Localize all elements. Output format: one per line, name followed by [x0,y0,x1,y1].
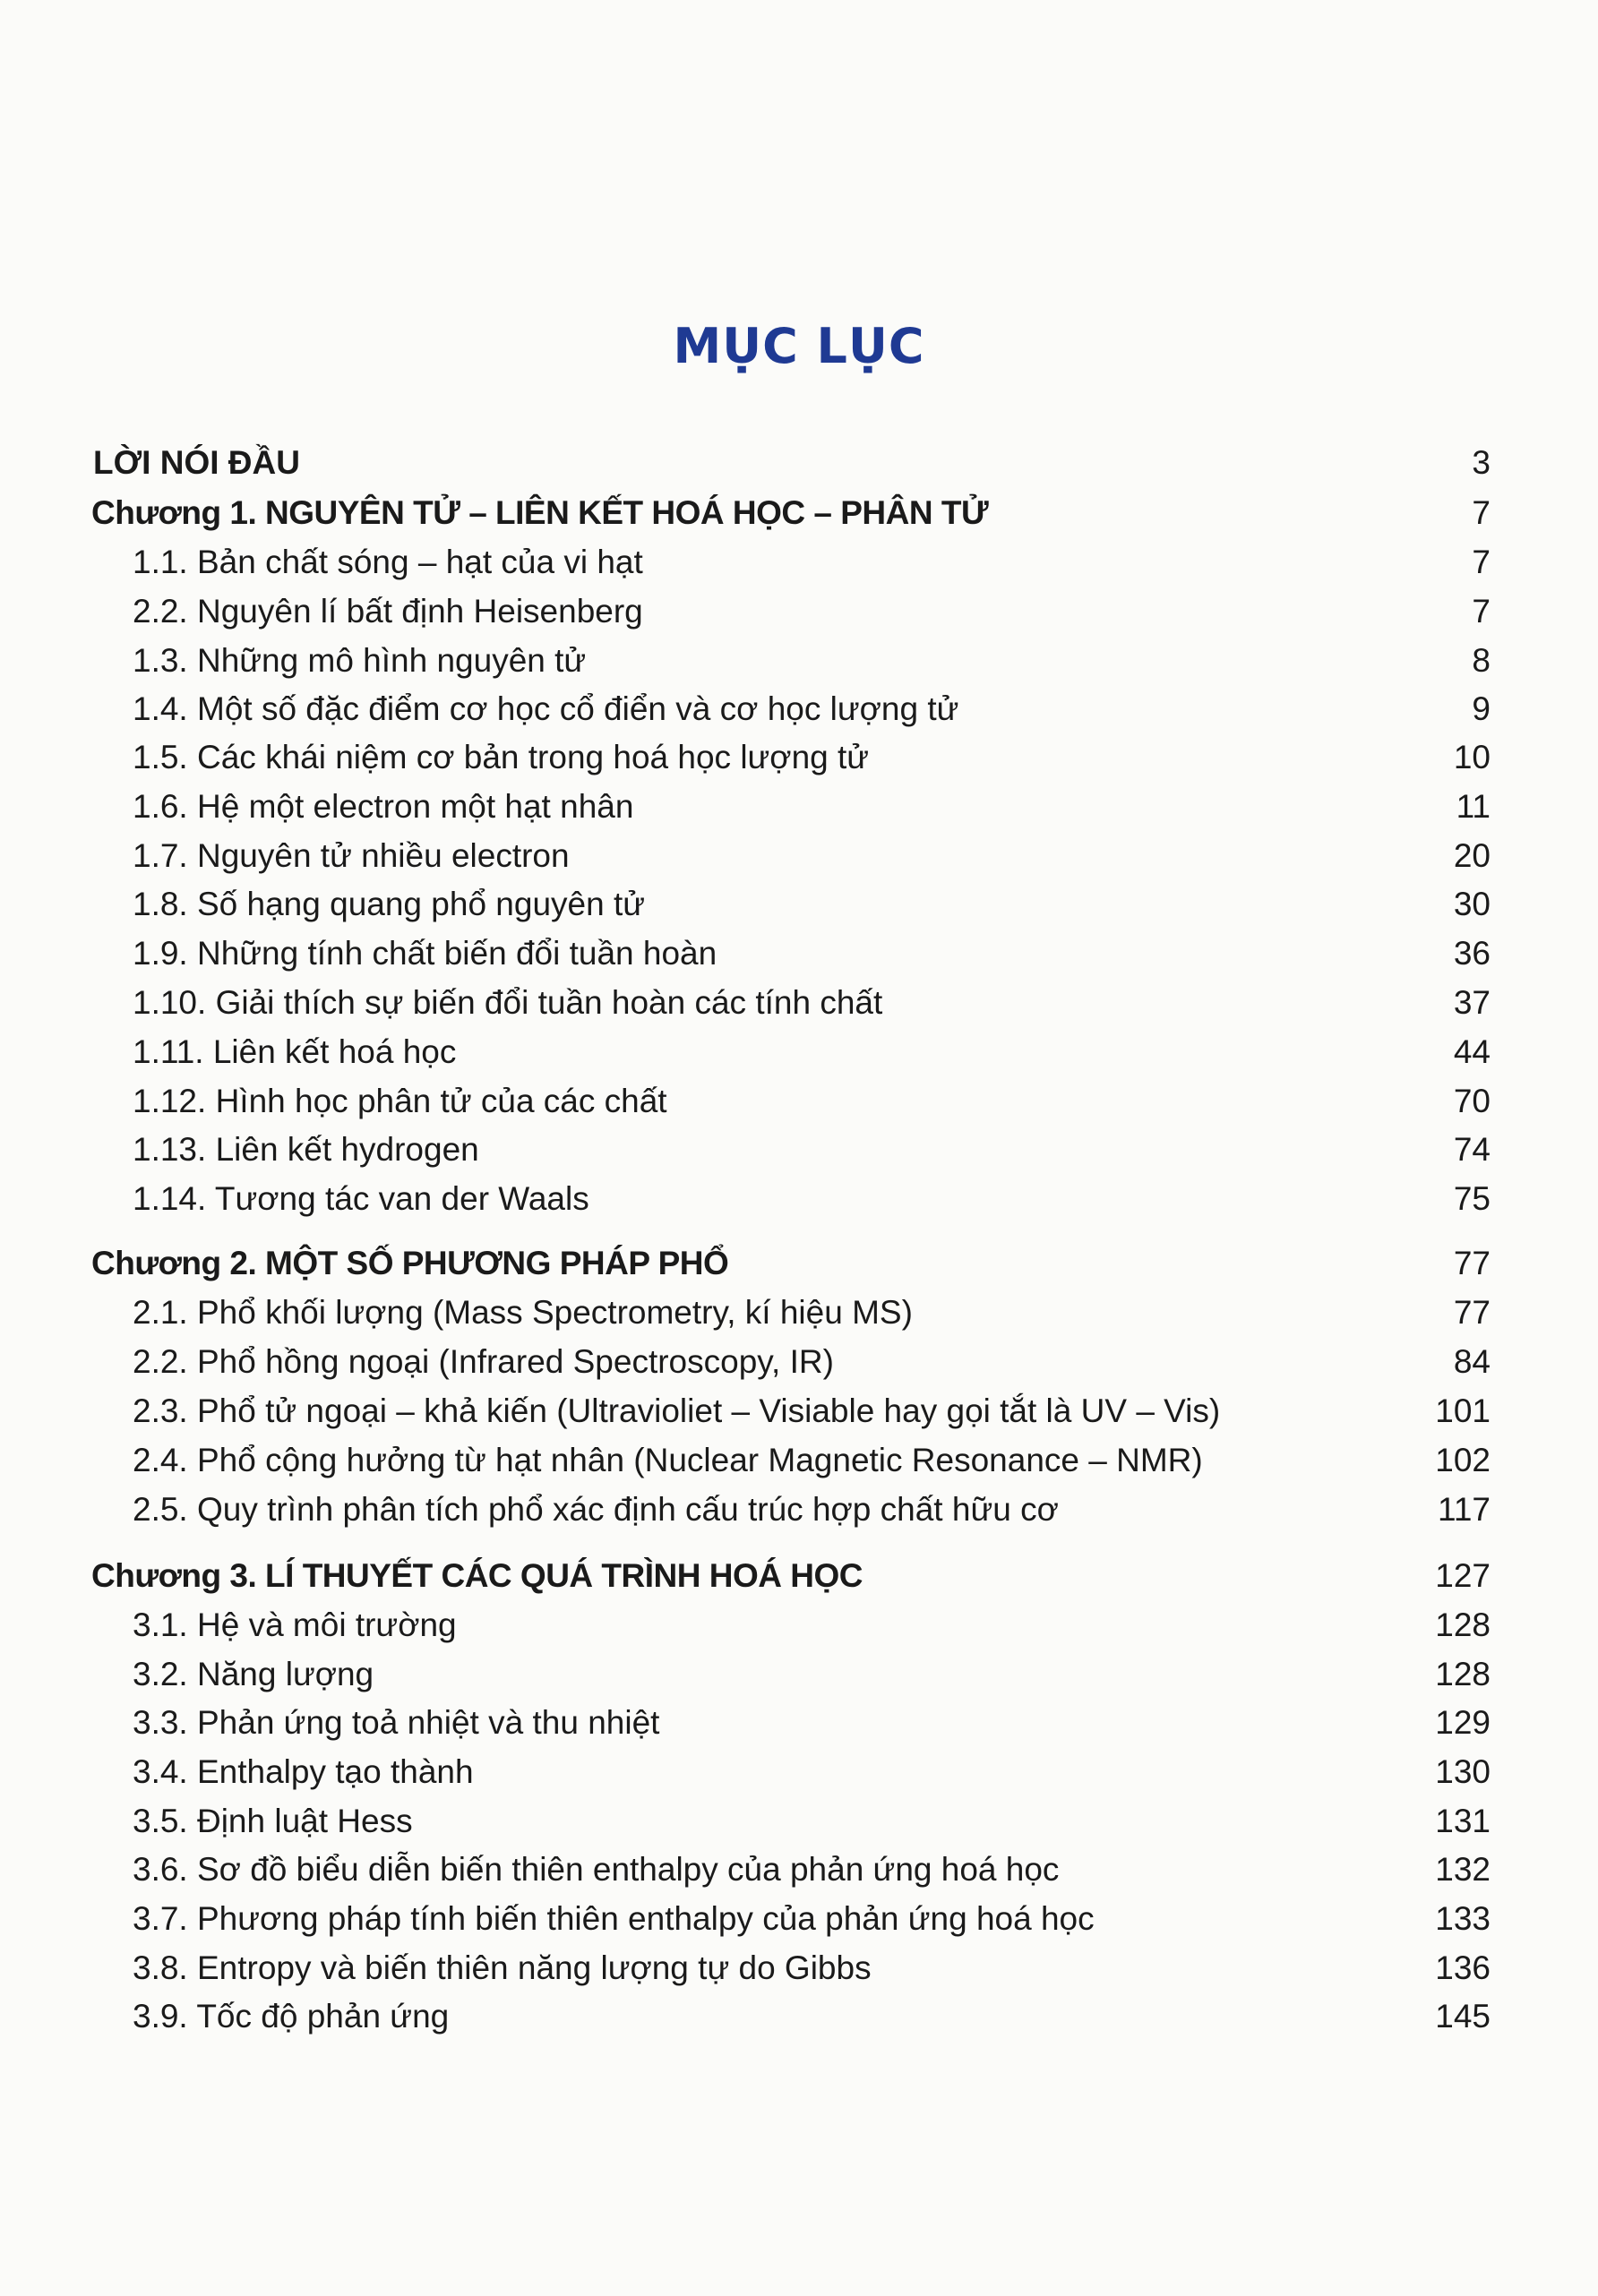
toc-entry-label: 3.9. Tốc độ phản ứng [133,1998,450,2035]
toc-section-row [0,1079,1598,1124]
toc-entry-label: LỜI NÓI ĐẦU [93,444,300,481]
toc-page-number: 129 [1435,1704,1491,1741]
toc-page-number: 77 [1453,1294,1491,1331]
toc-section-row [0,589,1598,634]
toc-section-row [0,834,1598,878]
toc-section-row [0,1701,1598,1745]
toc-page-number: 130 [1435,1753,1491,1790]
toc-entry-label: 2.4. Phổ cộng hưởng từ hạt nhân (Nuclear Magnetic Resonance – NMR) [133,1442,1203,1478]
toc-entry-label: 1.13. Liên kết hydrogen [133,1131,479,1168]
toc-page-number: 101 [1435,1392,1491,1429]
toc-page-number: 131 [1435,1803,1491,1839]
toc-section-row [0,1799,1598,1844]
toc-page-number: 7 [1472,494,1491,531]
toc-entry-label: 1.8. Số hạng quang phổ nguyên tử [133,886,646,922]
toc-section-row [0,638,1598,683]
toc-page-number: 84 [1453,1343,1491,1380]
page-title: MỤC LỤC [673,318,925,374]
toc-chapter-row [0,1241,1598,1286]
toc-entry-label: 1.5. Các khái niệm cơ bản trong hoá học lượng tử [133,739,870,775]
toc-page-number: 75 [1453,1180,1491,1217]
toc-entry-label: 3.8. Entropy và biến thiên năng lượng tự do Gibbs [133,1949,872,1986]
toc-page-number: 7 [1472,544,1491,580]
toc-entry-label: Chương 1. NGUYÊN TỬ – LIÊN KẾT HOÁ HỌC – PHÂN TỬ [91,494,989,531]
toc-section-row [0,1750,1598,1795]
toc-entry-label: 1.9. Những tính chất biến đổi tuần hoàn [133,935,717,972]
toc-entry-label: Chương 3. LÍ THUYẾT CÁC QUÁ TRÌNH HOÁ HỌC [91,1557,863,1594]
toc-entry-label: 1.11. Liên kết hoá học [133,1033,457,1070]
toc-section-row [0,1847,1598,1892]
toc-section-row [0,1438,1598,1483]
toc-page-number: 117 [1438,1491,1491,1528]
toc-section-row [0,981,1598,1025]
toc-entry-label: 3.6. Sơ đồ biểu diễn biến thiên enthalpy của phản ứng hoá học [133,1851,1060,1888]
toc-entry-label: 1.3. Những mô hình nguyên tử [133,642,587,679]
toc-section-row [0,1127,1598,1172]
toc-entry-label: 2.2. Phổ hồng ngoại (Infrared Spectroscopy, IR) [133,1343,834,1380]
toc-page-number: 133 [1435,1900,1491,1937]
toc-page-number: 127 [1435,1557,1491,1594]
toc-section-row [0,1030,1598,1075]
toc-entry-label: 3.1. Hệ và môi trường [133,1606,457,1643]
toc-section-row [0,1290,1598,1335]
toc-page-number: 37 [1453,984,1491,1021]
toc-section-row [0,1177,1598,1221]
toc-page-number: 128 [1435,1606,1491,1643]
toc-chapter-row [0,1554,1598,1598]
toc-entry-label: 3.2. Năng lượng [133,1656,374,1692]
toc-preface-row [0,441,1598,485]
toc-page-number: 77 [1453,1245,1491,1281]
toc-section-row [0,1487,1598,1532]
toc-page-number: 74 [1453,1131,1491,1168]
toc-entry-label: 3.7. Phương pháp tính biến thiên enthalpy của phản ứng hoá học [133,1900,1095,1937]
toc-page-number: 20 [1453,837,1491,874]
toc-page-number: 44 [1453,1033,1491,1070]
toc-section-row [0,540,1598,585]
toc-section-row [0,1652,1598,1697]
toc-chapter-row [0,491,1598,535]
toc-entry-label: 2.1. Phổ khối lượng (Mass Spectrometry, kí hiệu MS) [133,1294,913,1331]
toc-page-number: 70 [1453,1083,1491,1119]
toc-page-number: 145 [1435,1998,1491,2035]
toc-page-number: 3 [1472,444,1491,481]
toc-page-number: 30 [1453,886,1491,922]
toc-section-row [0,687,1598,732]
toc-section-row [0,735,1598,780]
toc-entry-label: 3.4. Enthalpy tạo thành [133,1753,474,1790]
toc-page-number: 8 [1472,642,1491,679]
toc-entry-label: 3.3. Phản ứng toả nhiệt và thu nhiệt [133,1704,660,1741]
toc-page-number: 128 [1435,1656,1491,1692]
toc-page-number: 102 [1435,1442,1491,1478]
toc-section-row [0,1389,1598,1434]
toc-entry-label: 1.12. Hình học phân tử của các chất [133,1083,667,1119]
toc-page-number: 11 [1456,788,1491,825]
toc-section-row [0,1994,1598,2039]
toc-entry-label: 1.7. Nguyên tử nhiều electron [133,837,570,874]
toc-entry-label: 1.14. Tương tác van der Waals [133,1180,589,1217]
toc-page-number: 36 [1453,935,1491,972]
toc-section-row [0,1946,1598,1991]
toc-page-number: 7 [1472,593,1491,630]
toc-entry-label: 1.10. Giải thích sự biến đổi tuần hoàn các tính chất [133,984,883,1021]
toc-page-number: 10 [1453,739,1491,775]
toc-entry-label: 2.2. Nguyên lí bất định Heisenberg [133,593,643,630]
toc-section-row [0,931,1598,976]
toc-page-number: 136 [1435,1949,1491,1986]
toc-entry-label: 1.1. Bản chất sóng – hạt của vi hạt [133,544,643,580]
toc-page-number: 132 [1435,1851,1491,1888]
toc-section-row [0,1603,1598,1648]
toc-section-row [0,784,1598,829]
toc-section-row [0,1340,1598,1384]
toc-entry-label: 1.4. Một số đặc điểm cơ học cổ điển và cơ học lượng tử [133,690,959,727]
toc-section-row [0,882,1598,927]
toc-entry-label: 2.3. Phổ tử ngoại – khả kiến (Ultravioliet – Visiable hay gọi tắt là UV – Vis) [133,1392,1221,1429]
toc-entry-label: Chương 2. MỘT SỐ PHƯƠNG PHÁP PHỔ [91,1245,729,1281]
toc-section-row [0,1897,1598,1941]
toc-page-number: 9 [1472,690,1491,727]
toc-entry-label: 3.5. Định luật Hess [133,1803,413,1839]
toc-entry-label: 2.5. Quy trình phân tích phổ xác định cấu trúc hợp chất hữu cơ [133,1491,1059,1528]
toc-entry-label: 1.6. Hệ một electron một hạt nhân [133,788,634,825]
